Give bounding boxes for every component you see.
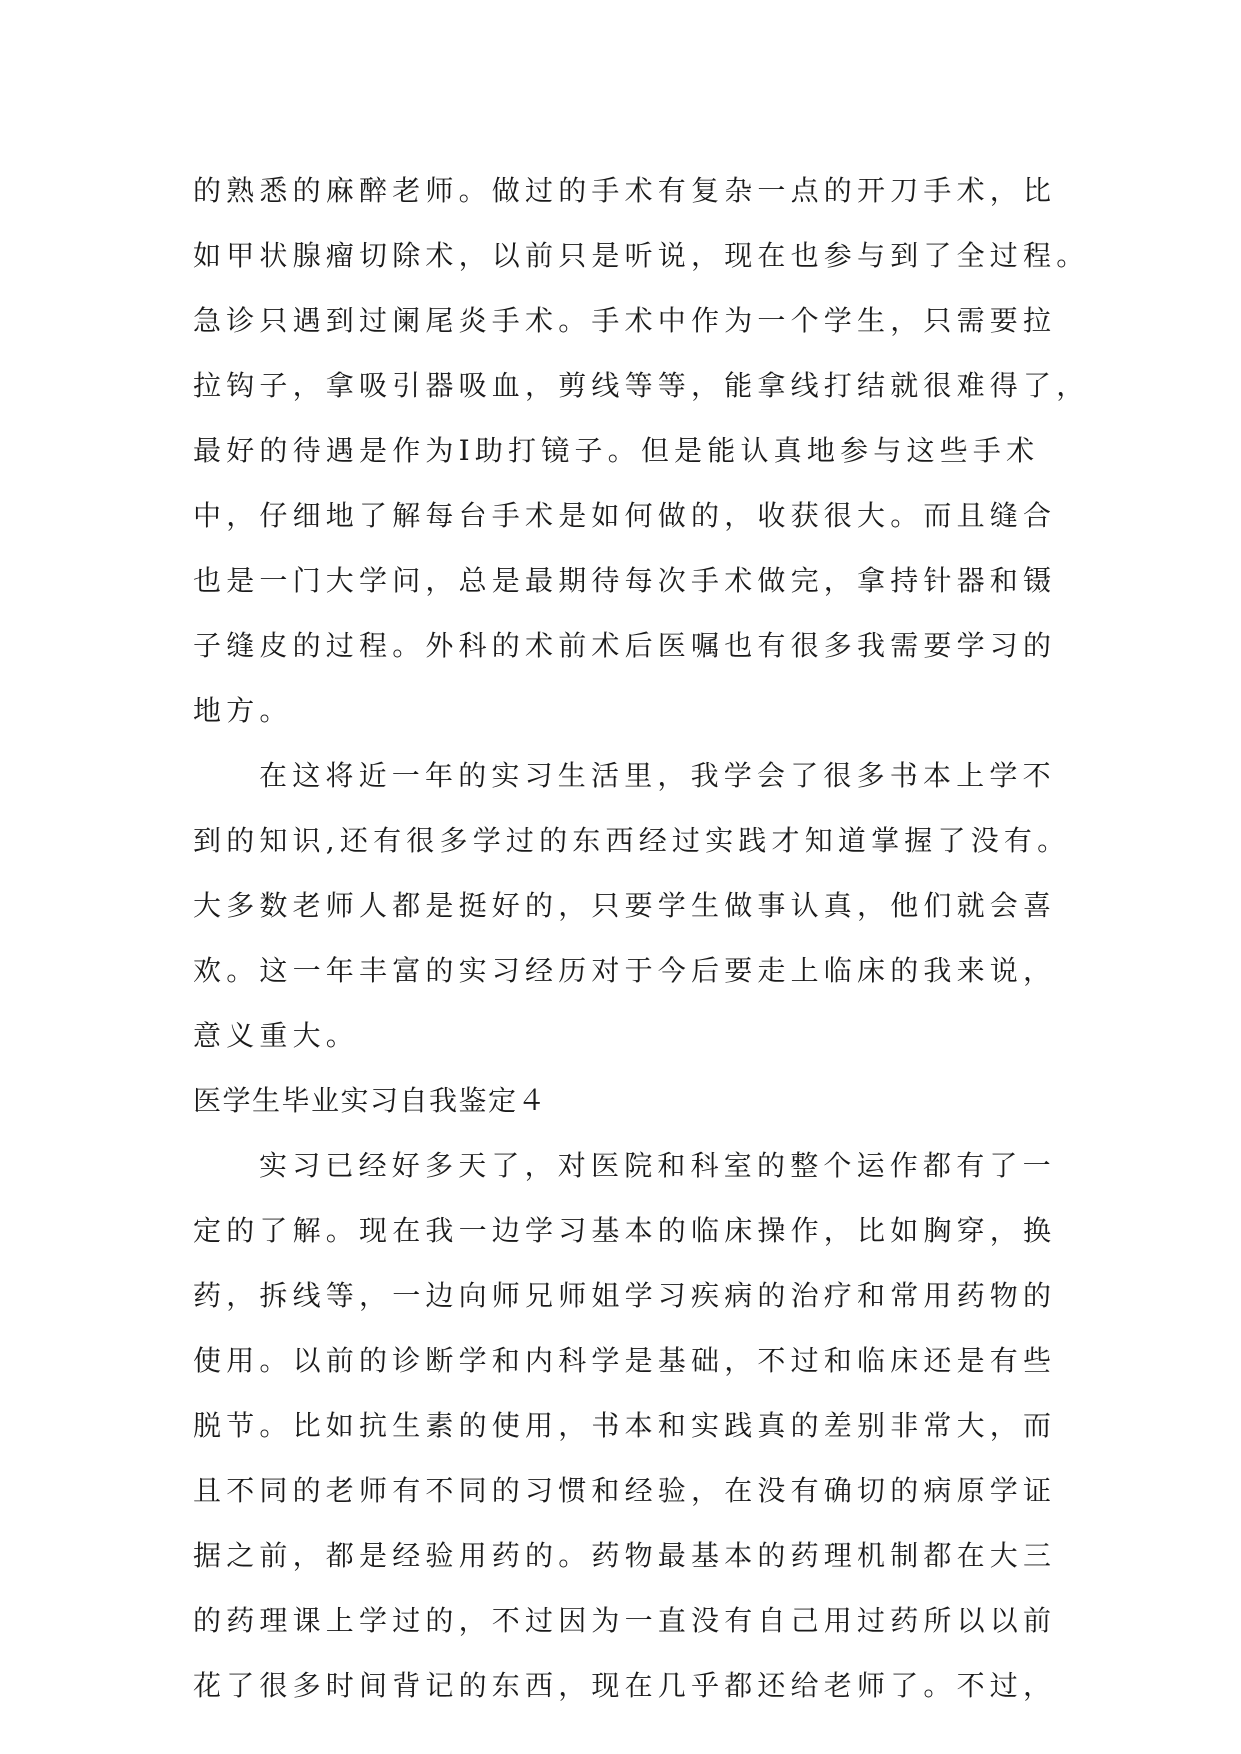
text-line: 且不同的老师有不同的习惯和经验，在没有确切的病原学证 xyxy=(193,1474,1057,1507)
text-line: 意义重大。 xyxy=(193,1019,360,1052)
text-line: 急诊只遇到过阑尾炎手术。手术中作为一个学生，只需要拉 xyxy=(193,304,1057,337)
text-line: 最好的待遇是作为Ⅰ助打镜子。但是能认真地参与这些手术 xyxy=(193,434,1040,467)
text-line: 欢。这一年丰富的实习经历对于今后要走上临床的我来说， xyxy=(193,954,1057,987)
text-line: 脱节。比如抗生素的使用，书本和实践真的差别非常大，而 xyxy=(193,1409,1057,1442)
document-body xyxy=(193,158,1090,1718)
text-line: 拉钩子，拿吸引器吸血，剪线等等，能拿线打结就很难得了， xyxy=(193,369,1090,402)
text-line: 地方。 xyxy=(193,694,293,727)
text-line: 实习已经好多天了，对医院和科室的整个运作都有了一 xyxy=(259,1149,1056,1182)
text-line: 的药理课上学过的，不过因为一直没有自己用过药所以以前 xyxy=(193,1604,1057,1637)
text-line: 也是一门大学问，总是最期待每次手术做完，拿持针器和镊 xyxy=(193,564,1057,597)
text-line: 的熟悉的麻醉老师。做过的手术有复杂一点的开刀手术，比 xyxy=(193,174,1057,207)
paragraph-summary xyxy=(193,743,1071,1068)
text-line: 大多数老师人都是挺好的，只要学生做事认真，他们就会喜 xyxy=(193,889,1057,922)
text-line: 子缝皮的过程。外科的术前术后医嘱也有很多我需要学习的 xyxy=(193,629,1057,662)
text-line: 中，仔细地了解每台手术是如何做的，收获很大。而且缝合 xyxy=(193,499,1057,532)
text-line: 如甲状腺瘤切除术，以前只是听说，现在也参与到了全过程。 xyxy=(193,239,1090,272)
text-line: 到的知识,还有很多学过的东西经过实践才知道掌握了没有。 xyxy=(193,824,1071,857)
text-line: 使用。以前的诊断学和内科学是基础，不过和临床还是有些 xyxy=(193,1344,1057,1377)
section-heading: 医学生毕业实习自我鉴定４ xyxy=(193,1084,548,1117)
paragraph-continued xyxy=(193,158,1090,743)
text-line: 据之前，都是经验用药的。药物最基本的药理机制都在大三 xyxy=(193,1539,1057,1572)
text-line: 药，拆线等，一边向师兄师姐学习疾病的治疗和常用药物的 xyxy=(193,1279,1057,1312)
paragraph-section-4 xyxy=(193,1133,1057,1718)
text-line: 花了很多时间背记的东西，现在几乎都还给老师了。不过， xyxy=(193,1669,1057,1702)
text-line: 定的了解。现在我一边学习基本的临床操作，比如胸穿，换 xyxy=(193,1214,1057,1247)
text-line: 在这将近一年的实习生活里，我学会了很多书本上学不 xyxy=(259,759,1056,792)
